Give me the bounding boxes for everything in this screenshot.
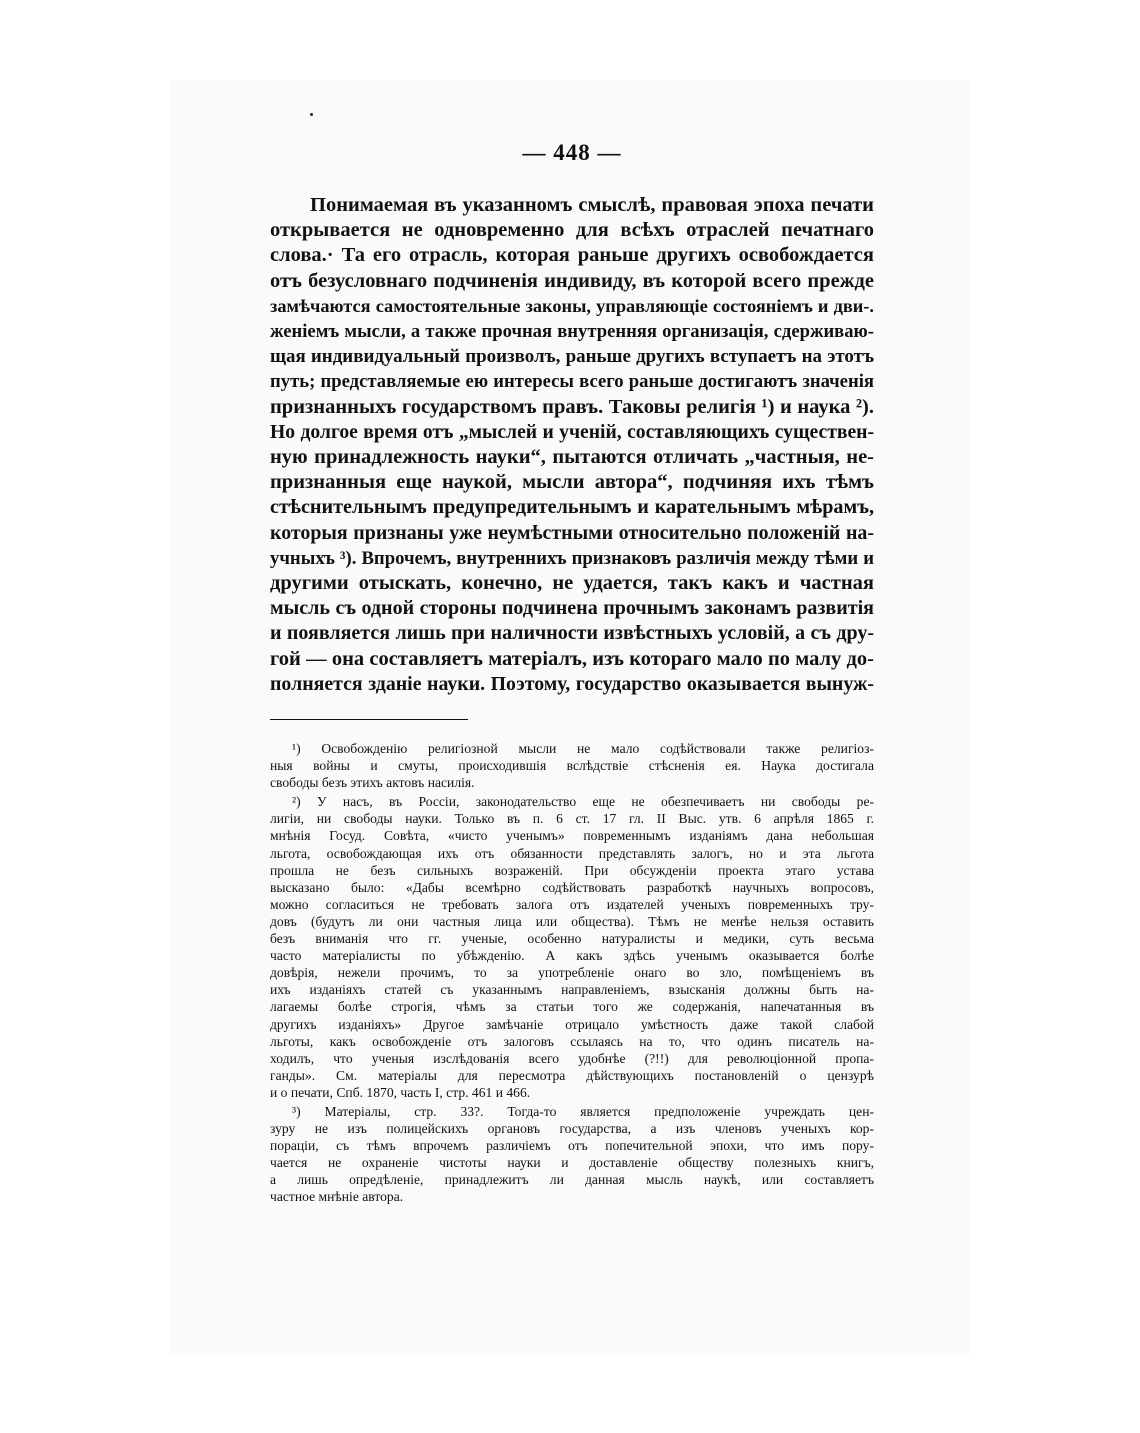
text-line: признанныхъ государствомъ правъ. Таковы религія ¹) и наука ²). [270, 395, 874, 418]
footnote-line: высказано было: «Дабы всемѣрно содѣйствовать разработкѣ научныхъ вопросовъ, [270, 879, 874, 895]
footnote-line: довѣрія, нежели прочимъ, то за употребленіе онаго во зло, помѣщеніемъ въ [270, 965, 874, 981]
footnote-line: ганды». См. матеріалы для пересмотра дѣйствующихъ постановленій о цензурѣ [270, 1067, 874, 1083]
text-line: мысль съ одной стороны подчинена прочнымъ законамъ развитія [270, 597, 874, 620]
footnote-line: пораціи, съ тѣмъ впрочемъ различіемъ отъ попечительной эпохи, что имъ пору- [270, 1138, 874, 1154]
text-line: стѣснительнымъ предупредительнымъ и карательнымъ мѣрамъ, [270, 496, 874, 519]
footnote-line: довъ (будутъ ли они частныя лица или общества). Тѣмъ не менѣе нельзя оставить [270, 913, 874, 929]
footnote-line: ²) У насъ, въ Россіи, законодательство еще не обезпечиваетъ ни свободы ре- [292, 794, 874, 810]
footnote-line: мнѣнія Госуд. Совѣта, «чисто ученымъ» повременнымъ изданіямъ дана небольшая [270, 828, 874, 844]
footnote-line: безъ вниманія что гг. ученые, особенно натуралисты и медики, суть весьма [270, 931, 874, 947]
footnotes [270, 740, 874, 1208]
footnote-line: ³) Матеріалы, стр. 33?. Тогда-то является предположеніе учреждать цен- [292, 1103, 874, 1119]
footnote-separator [270, 719, 468, 720]
footnote-line: лигіи, ни свободы науки. Только въ п. 6 ст. 17 гл. II Выс. утв. 6 апрѣля 1865 г. [270, 811, 874, 827]
footnote-line: а лишь опредѣленіе, принадлежитъ ли данная мысль наукѣ, или составляетъ [270, 1172, 874, 1188]
text-line: замѣчаются самостоятельные законы, управляющіе состояніемъ и дви-. [270, 295, 874, 316]
text-line: Понимаемая въ указанномъ смыслѣ, правовая эпоха печати [310, 194, 874, 216]
footnote-line: ихъ изданіяхъ статей съ указаннымъ направленіемъ, взысканія должны быть на- [270, 982, 874, 998]
text-line: гой — она составляетъ матеріалъ, изъ котораго мало по малу до- [270, 647, 874, 670]
text-line: слова.· Та его отрасль, которая раньше другихъ освобождается [270, 244, 874, 267]
footnote-line: можно согласиться не требовать залога отъ издателей ученыхъ повременныхъ тру- [270, 896, 874, 912]
text-line: учныхъ ³). Впрочемъ, внутреннихъ признаковъ различія между тѣми и [270, 547, 874, 569]
footnote-line: зуру не изъ полицейскихъ органовъ государства, а изъ членовъ ученыхъ кор- [270, 1121, 874, 1137]
text-line: ную принадлежность науки“, пытаются отличать „частныя, не- [270, 446, 874, 469]
footnote-2 [270, 793, 874, 1101]
footnote-line: ходилъ, что ученыя изслѣдованія всего удобнѣе (?!!) для революціонной пропа- [270, 1050, 874, 1066]
text-line: путь; представляемые ею интересы всего раньше достигаютъ значенія [270, 371, 874, 393]
text-line: другими отыскать, конечно, не удается, такъ какъ и частная [270, 572, 874, 595]
footnote-line: частное мнѣніе автора. [270, 1189, 404, 1205]
footnote-line: льгота, освобождающая ихъ отъ обязанности представлять залогъ, но и эта льгота [270, 845, 874, 861]
text-line: полняется зданіе науки. Поэтому, государство оказывается вынуж- [270, 672, 874, 695]
footnote-line: ныя войны и смуты, происходившія вслѣдствіе стѣсненія ея. Наука достигала [270, 758, 874, 774]
footnote-line: лагаемы болѣе строгія, чѣмъ за статьи того же содержанія, напечатанныя въ [270, 999, 874, 1015]
text-line: отъ безусловнаго подчиненія индивиду, въ которой всего прежде [270, 269, 874, 292]
text-line: женіемъ мысли, а также прочная внутренняя организація, сдерживаю- [270, 321, 874, 343]
footnote-1 [270, 740, 874, 791]
page-number: — 448 — [522, 140, 622, 165]
text-line: и появляется лишь при наличности извѣстныхъ условій, а съ дру- [270, 622, 874, 645]
text-line: щая индивидуальный произволъ, раньше другихъ вступаетъ на этотъ [270, 346, 874, 368]
text-line: открывается не одновременно для всѣхъ отраслей печатнаго [270, 219, 874, 242]
footnote-3 [270, 1103, 874, 1206]
main-text [270, 193, 874, 697]
footnote-line: льготы, какъ освобожденіе отъ залоговъ ссылаясь на то, что одинъ писатель на- [270, 1033, 874, 1049]
text-line: Но долгое время отъ „мыслей и ученій, составляющихъ существен- [270, 420, 874, 443]
footnote-line: ¹) Освобожденію религіозной мысли не мало содѣйствовали также религіоз- [292, 741, 874, 756]
footnote-line: другихъ изданіяхъ» Другое замѣчаніе отрицало умѣстность даже такой слабой [270, 1016, 874, 1032]
footnote-line: свободы безъ этихъ актовъ насилія. [270, 775, 475, 791]
footnote-line: часто матеріалисты по убѣжденію. А какъ здѣсь ученымъ оказывается болѣе [270, 948, 874, 964]
footnote-line: прошла не безъ сильныхъ возраженій. При обсужденіи проекта этаго устава [270, 862, 874, 878]
footnote-line: чается не охраненіе чистоты науки и доставленіе обществу полезныхъ книгъ, [270, 1155, 874, 1171]
ink-speck [310, 113, 313, 116]
text-line: которыя признаны уже неумѣстными относительно положеній на- [270, 521, 874, 544]
text-line: признанныя еще наукой, мысли автора“, подчиняя ихъ тѣмъ [270, 471, 874, 494]
footnote-line: и о печати, Спб. 1870, часть I, стр. 461 и 466. [270, 1084, 531, 1100]
